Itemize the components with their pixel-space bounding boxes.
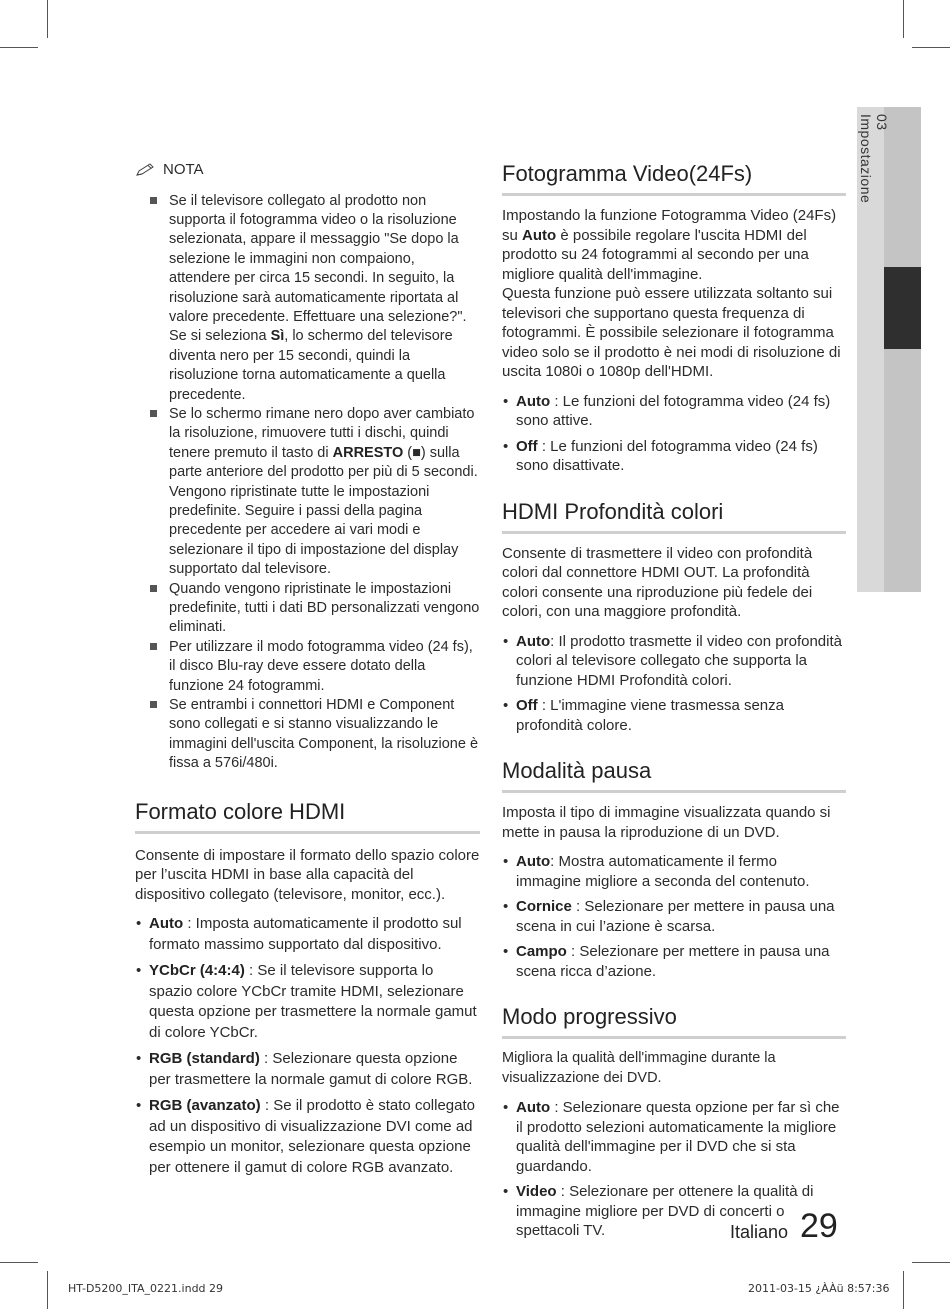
- note-item: Per utilizzare il modo fotogramma video (24 fs), il disco Blu-ray deve essere dotato della funzione 24 fotogrammi.: [169, 638, 480, 696]
- section-title-profondita: HDMI Profondità colori: [502, 498, 846, 534]
- note-item: Se il televisore collegato al prodotto non supporta il fotogramma video o la risoluzione selezionata, appare il messaggio "Se dopo la selezione le immagini non compaiono, attendere per circa 15 secondi. In seguito, la risoluzione sarà automaticamente riportata al valore precedente. Effettuare una selezione?". Se si seleziona Sì, lo schermo del televisore diventa nero per 15 secondi, quindi la risoluzione torna automaticamente a quella precedente.: [169, 192, 480, 405]
- chapter-number: 03: [874, 114, 890, 131]
- list-item: • RGB (avanzato) : Se il prodotto è stato collegato ad un dispositivo di visualizzazione DVI come ad esempio un monitor, selezionare questa opzione per ottenere il gamut di colore RGB avanzato.: [149, 1096, 480, 1178]
- section-intro: Consente di impostare il formato dello spazio colore per l’uscita HDMI in base alla capacità del dispositivo collegato (televisore, monitor, ecc.).: [135, 846, 480, 903]
- print-slug-right: 2011-03-15 ¿ÀÀü 8:57:36: [748, 1282, 890, 1295]
- list-item: • RGB (standard) : Selezionare questa opzione per trasmettere la normale gamut di colore RGB.: [149, 1049, 480, 1090]
- side-tab-marker: [884, 267, 921, 349]
- option-list: [502, 852, 846, 981]
- list-item: • Auto: Il prodotto trasmette il video con profondità colori al televisore collegato che supporta la funzione HDMI Profondità colori.: [516, 632, 846, 691]
- section-intro: Consente di trasmettere il video con profondità colori dal connettore HDMI OUT. La profondità colori consente una riproduzione più fedele dei colori, con una maggiore profondità.: [502, 544, 813, 620]
- list-item: • Off : L'immagine viene trasmessa senza profondità colore.: [516, 696, 846, 735]
- list-item: • Off : Le funzioni del fotogramma video (24 fs) sono disattivate.: [516, 437, 846, 476]
- crop-mark: [47, 0, 48, 38]
- note-item: Quando vengono ripristinate le impostazioni predefinite, tutti i dati BD personalizzati vengono eliminati.: [169, 580, 480, 638]
- left-column: [135, 160, 480, 1194]
- crop-mark: [0, 1262, 38, 1263]
- list-item: • Auto : Selezionare questa opzione per far sì che il prodotto selezioni automaticamente la migliore qualità dell'immagine per il DVD che si sta guardando.: [516, 1098, 846, 1176]
- section-title-formato: Formato colore HDMI: [135, 798, 480, 834]
- page-number: 29: [800, 1207, 838, 1245]
- crop-mark: [0, 47, 38, 48]
- chapter-label: [858, 114, 890, 203]
- print-slug-left: HT-D5200_ITA_0221.indd 29: [68, 1282, 224, 1295]
- section-title-pausa: Modalità pausa: [502, 757, 846, 793]
- list-item: • Video : Selezionare per ottenere la qualità di immagine migliore per DVD di concerti o spettacoli TV.: [516, 1182, 846, 1241]
- list-item: • Campo : Selezionare per mettere in pausa una scena ricca d’azione.: [516, 942, 846, 981]
- crop-mark: [912, 1262, 950, 1263]
- list-item: • YCbCr (4:4:4) : Se il televisore supporta lo spazio colore YCbCr tramite HDMI, selezionare questa opzione per trasmettere la normale gamut di colore YCbCr.: [149, 961, 480, 1043]
- list-item: • Cornice : Selezionare per mettere in pausa una scena in cui l’azione è scarsa.: [516, 897, 846, 936]
- crop-mark: [903, 1271, 904, 1309]
- chapter-title: Impostazione: [858, 114, 874, 204]
- footer-language: Italiano: [730, 1222, 789, 1242]
- crop-mark: [912, 47, 950, 48]
- note-item: Se entrambi i connettori HDMI e Component sono collegati e si stanno visualizzando le immagini dell'uscita Component, la risoluzione è fissa a 576i/480i.: [169, 696, 480, 774]
- section-title-fotogramma: Fotogramma Video(24Fs): [502, 160, 846, 196]
- note-item: Se lo schermo rimane nero dopo aver cambiato la risoluzione, rimuovere tutti i dischi, quindi tenere premuto il tasto di ARRESTO (■) sulla parte anteriore del prodotto per più di 5 secondi. Vengono ripristinate tutte le impostazioni predefinite. Seguire i passi della pagina precedente per accedere ai vari modi e selezionare il tipo di impostazione del display supportato dal televisore.: [169, 405, 480, 580]
- section-intro: Imposta il tipo di immagine visualizzata quando si mette in pausa la riproduzione di un DVD.: [502, 804, 831, 841]
- section-intro: Migliora la qualità dell'immagine durante la visualizzazione dei DVD.: [502, 1050, 776, 1086]
- note-header: [135, 160, 480, 180]
- crop-mark: [47, 1271, 48, 1309]
- right-column: [502, 160, 846, 1257]
- crop-mark: [903, 0, 904, 38]
- section-title-progressivo: Modo progressivo: [502, 1003, 846, 1039]
- list-item: • Auto : Imposta automaticamente il prodotto sul formato massimo supportato dal dispositivo.: [149, 914, 480, 955]
- option-list: [502, 392, 846, 476]
- pencil-icon: [135, 163, 157, 177]
- section-intro-2: Questa funzione può essere utilizzata soltanto sui televisori che supportano questa frequenza di fotogrammi. È possibile selezionare il fotogramma video solo se il prodotto è nei modi di risoluzione di uscita 1080i o 1080p dell'HDMI.: [502, 285, 841, 380]
- note-title: NOTA: [163, 161, 204, 178]
- list-item: • Auto : Le funzioni del fotogramma video (24 fs) sono attive.: [516, 392, 846, 431]
- option-list: [502, 1098, 846, 1241]
- note-list: [135, 192, 480, 774]
- option-list: [502, 632, 846, 736]
- section-intro: Impostando la funzione Fotogramma Video (24Fs) su Auto è possibile regolare l'uscita HDMI del prodotto su 24 fotogrammi al secondo per una migliore qualità dell'immagine.: [502, 207, 837, 283]
- option-list: [135, 914, 480, 1178]
- list-item: • Auto: Mostra automaticamente il fermo immagine migliore a seconda del contenuto.: [516, 852, 846, 891]
